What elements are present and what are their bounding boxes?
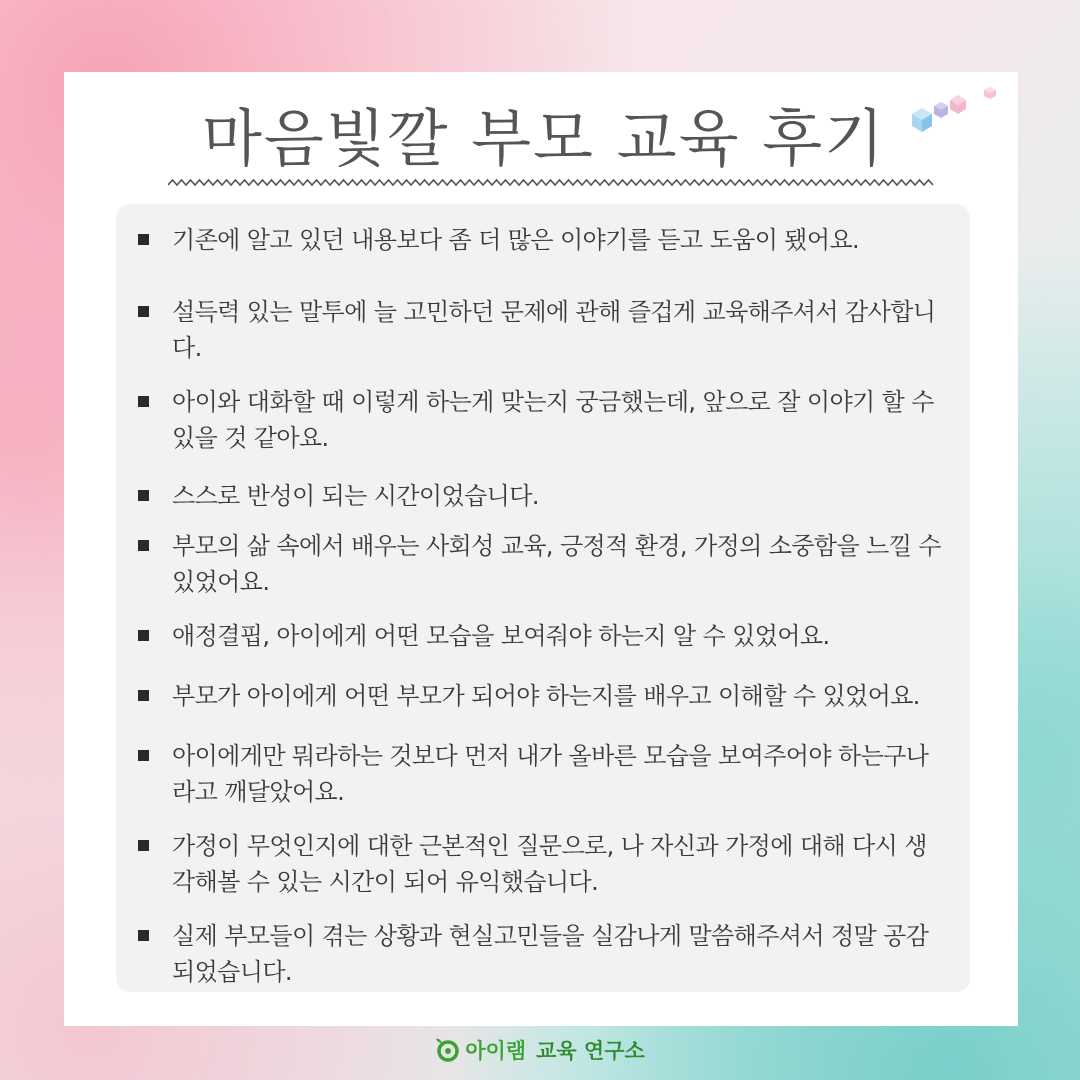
review-text: 아이에게만 뭐라하는 것보다 먼저 내가 올바른 모습을 보여주어야 하는구나 라고 깨달았어요. [172,742,929,806]
square-bullet-icon [138,396,149,407]
zigzag-divider [168,176,934,190]
square-bullet-icon [138,630,149,641]
review-item [116,828,970,900]
review-item [116,618,970,654]
square-bullet-icon [138,840,149,851]
review-text: 부모가 아이에게 어떤 부모가 되어야 하는지를 배우고 이해할 수 있었어요. [172,682,920,710]
reviews-panel [116,204,970,992]
review-text: 가정이 무엇인지에 대한 근본적인 질문으로, 나 자신과 가정에 대해 다시 생각해볼 수 있는 시간이 되어 유익했습니다. [172,832,927,896]
review-text: 애정결핍, 아이에게 어떤 모습을 보여줘야 하는지 알 수 있었어요. [172,622,830,650]
footer [0,1030,1080,1070]
review-item [116,678,970,714]
page-title: 마음빛깔 부모 교육 후기 [201,102,887,175]
square-bullet-icon [138,306,149,317]
brand-name: 아이램 [465,1039,527,1063]
review-item [116,222,970,258]
cubes-icon [894,84,1014,154]
review-item [116,528,970,600]
square-bullet-icon [138,690,149,701]
review-text: 아이와 대화할 때 이렇게 하는게 맞는지 궁금했는데, 앞으로 잘 이야기 할 수 있을 것 같아요. [172,388,934,452]
square-bullet-icon [138,750,149,761]
review-item [116,384,970,456]
square-bullet-icon [138,490,149,501]
content-card [64,72,1018,1026]
review-text: 실제 부모들이 겪는 상황과 현실고민들을 실감나게 말씀해주셔서 정말 공감되었습니다. [172,922,929,986]
review-item [116,294,970,366]
square-bullet-icon [138,234,149,245]
square-bullet-icon [138,930,149,941]
brand-suffix: 교육 연구소 [536,1039,645,1063]
square-bullet-icon [138,540,149,551]
brand-logo [435,1035,645,1065]
review-item [116,738,970,810]
review-text: 설득력 있는 말투에 늘 고민하던 문제에 관해 즐겁게 교육해주셔서 감사합니다. [172,298,936,362]
review-item [116,918,970,990]
leaf-logo-icon [435,1037,461,1063]
review-text: 기존에 알고 있던 내용보다 좀 더 많은 이야기를 듣고 도움이 됐어요. [172,226,860,254]
review-text: 부모의 삶 속에서 배우는 사회성 교육, 긍정적 환경, 가정의 소중함을 느낄 수 있었어요. [172,532,941,596]
review-text: 스스로 반성이 되는 시간이었습니다. [172,482,539,510]
review-item [116,478,970,514]
